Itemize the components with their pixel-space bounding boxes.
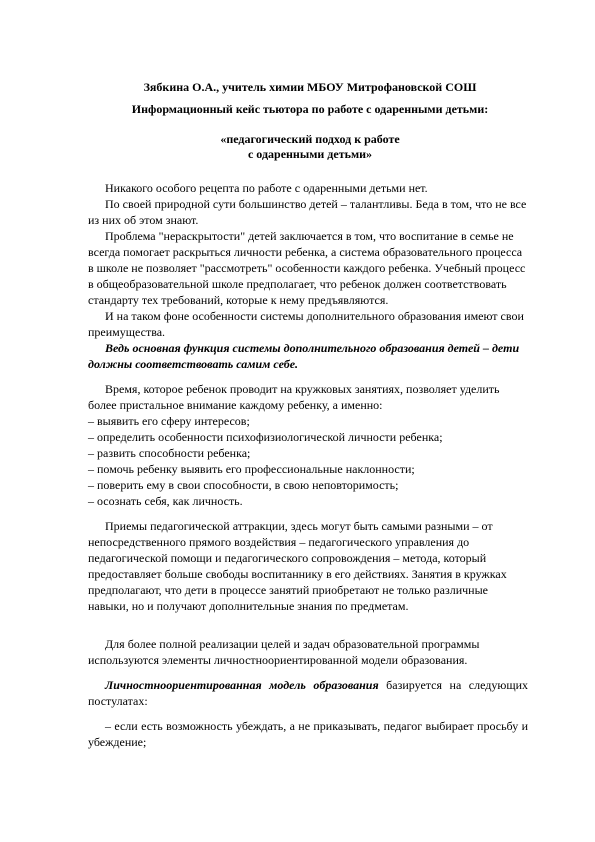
paragraph-7: Приемы педагогической аттракции, здесь могут быть самыми разными – от непосредственного прямого воздействия – педагогического управления до педагогической помощи и педагогического сопровождения – метода, который предоставляет больше свободы воспитаннику в его действиях. Занятия в кружках предполагают, что дети в процессе занятий приобретают не только различные навыки, но и получают дополнительные знания по предметам.: [88, 519, 507, 613]
topic-title-line-1: «педагогический подход к работе: [220, 132, 400, 146]
model-term: Личностноориентированная модель образования: [105, 678, 379, 692]
paragraph-4: И на таком фоне особенности системы дополнительного образования имеют свои преимущества.: [88, 309, 524, 339]
list-item: – развить способности ребенка;: [88, 446, 251, 460]
list-item: – определить особенности психофизиологической личности ребенка;: [88, 430, 443, 444]
paragraph-3: Проблема "нераскрытости" детей заключается в том, что воспитание в семье не всегда помогает раскрыться личности ребенка, а система образовательного процесса в школе не позволяет "рассмотреть" особенности каждого ребенка. Учебный процесс в общеобразовательной школе предполагает, что ребенок должен соответствовать стандарту тех требований, которые к нему предъявляются.: [88, 229, 526, 307]
list-item: – помочь ребенку выявить его профессиональные наклонности;: [88, 462, 415, 476]
paragraph-5-emphasis: Ведь основная функция системы дополнительного образования детей – дети должны соответствовать самим себе.: [88, 341, 520, 371]
author-line: Зябкина О.А., учитель химии МБОУ Митрофановской СОШ: [143, 80, 477, 94]
paragraph-9-rest: базируется на следующих постулатах:: [88, 678, 529, 708]
list-item: – выявить его сферу интересов;: [88, 414, 250, 428]
topic-title: [90, 132, 530, 162]
case-title: Информационный кейс тьютора по работе с одаренными детьми:: [131, 102, 489, 116]
paragraph-10: – если есть возможность убеждать, а не приказывать, педагог выбирает просьбу и убеждение;: [88, 719, 528, 749]
list-item: – поверить ему в свои способности, в свою неповторимость;: [88, 478, 399, 492]
paragraph-6: Время, которое ребенок проводит на кружковых занятиях, позволяет уделить более пристальное внимание каждому ребенку, а именно:: [88, 382, 500, 412]
document-body: [88, 180, 528, 750]
list-item: – осознать себя, как личность.: [88, 494, 243, 508]
paragraph-2: По своей природной сути большинство детей – талантливы. Беда в том, что не все из них об этом знают.: [88, 197, 527, 227]
paragraph-1: Никакого особого рецепта по работе с одаренными детьми нет.: [105, 181, 428, 195]
paragraph-8: Для более полной реализации целей и задач образовательной программы используются элементы личностноориентированной модели образования.: [88, 637, 480, 667]
topic-title-line-2: с одаренными детьми»: [247, 147, 373, 161]
paragraph-9: [88, 677, 528, 709]
